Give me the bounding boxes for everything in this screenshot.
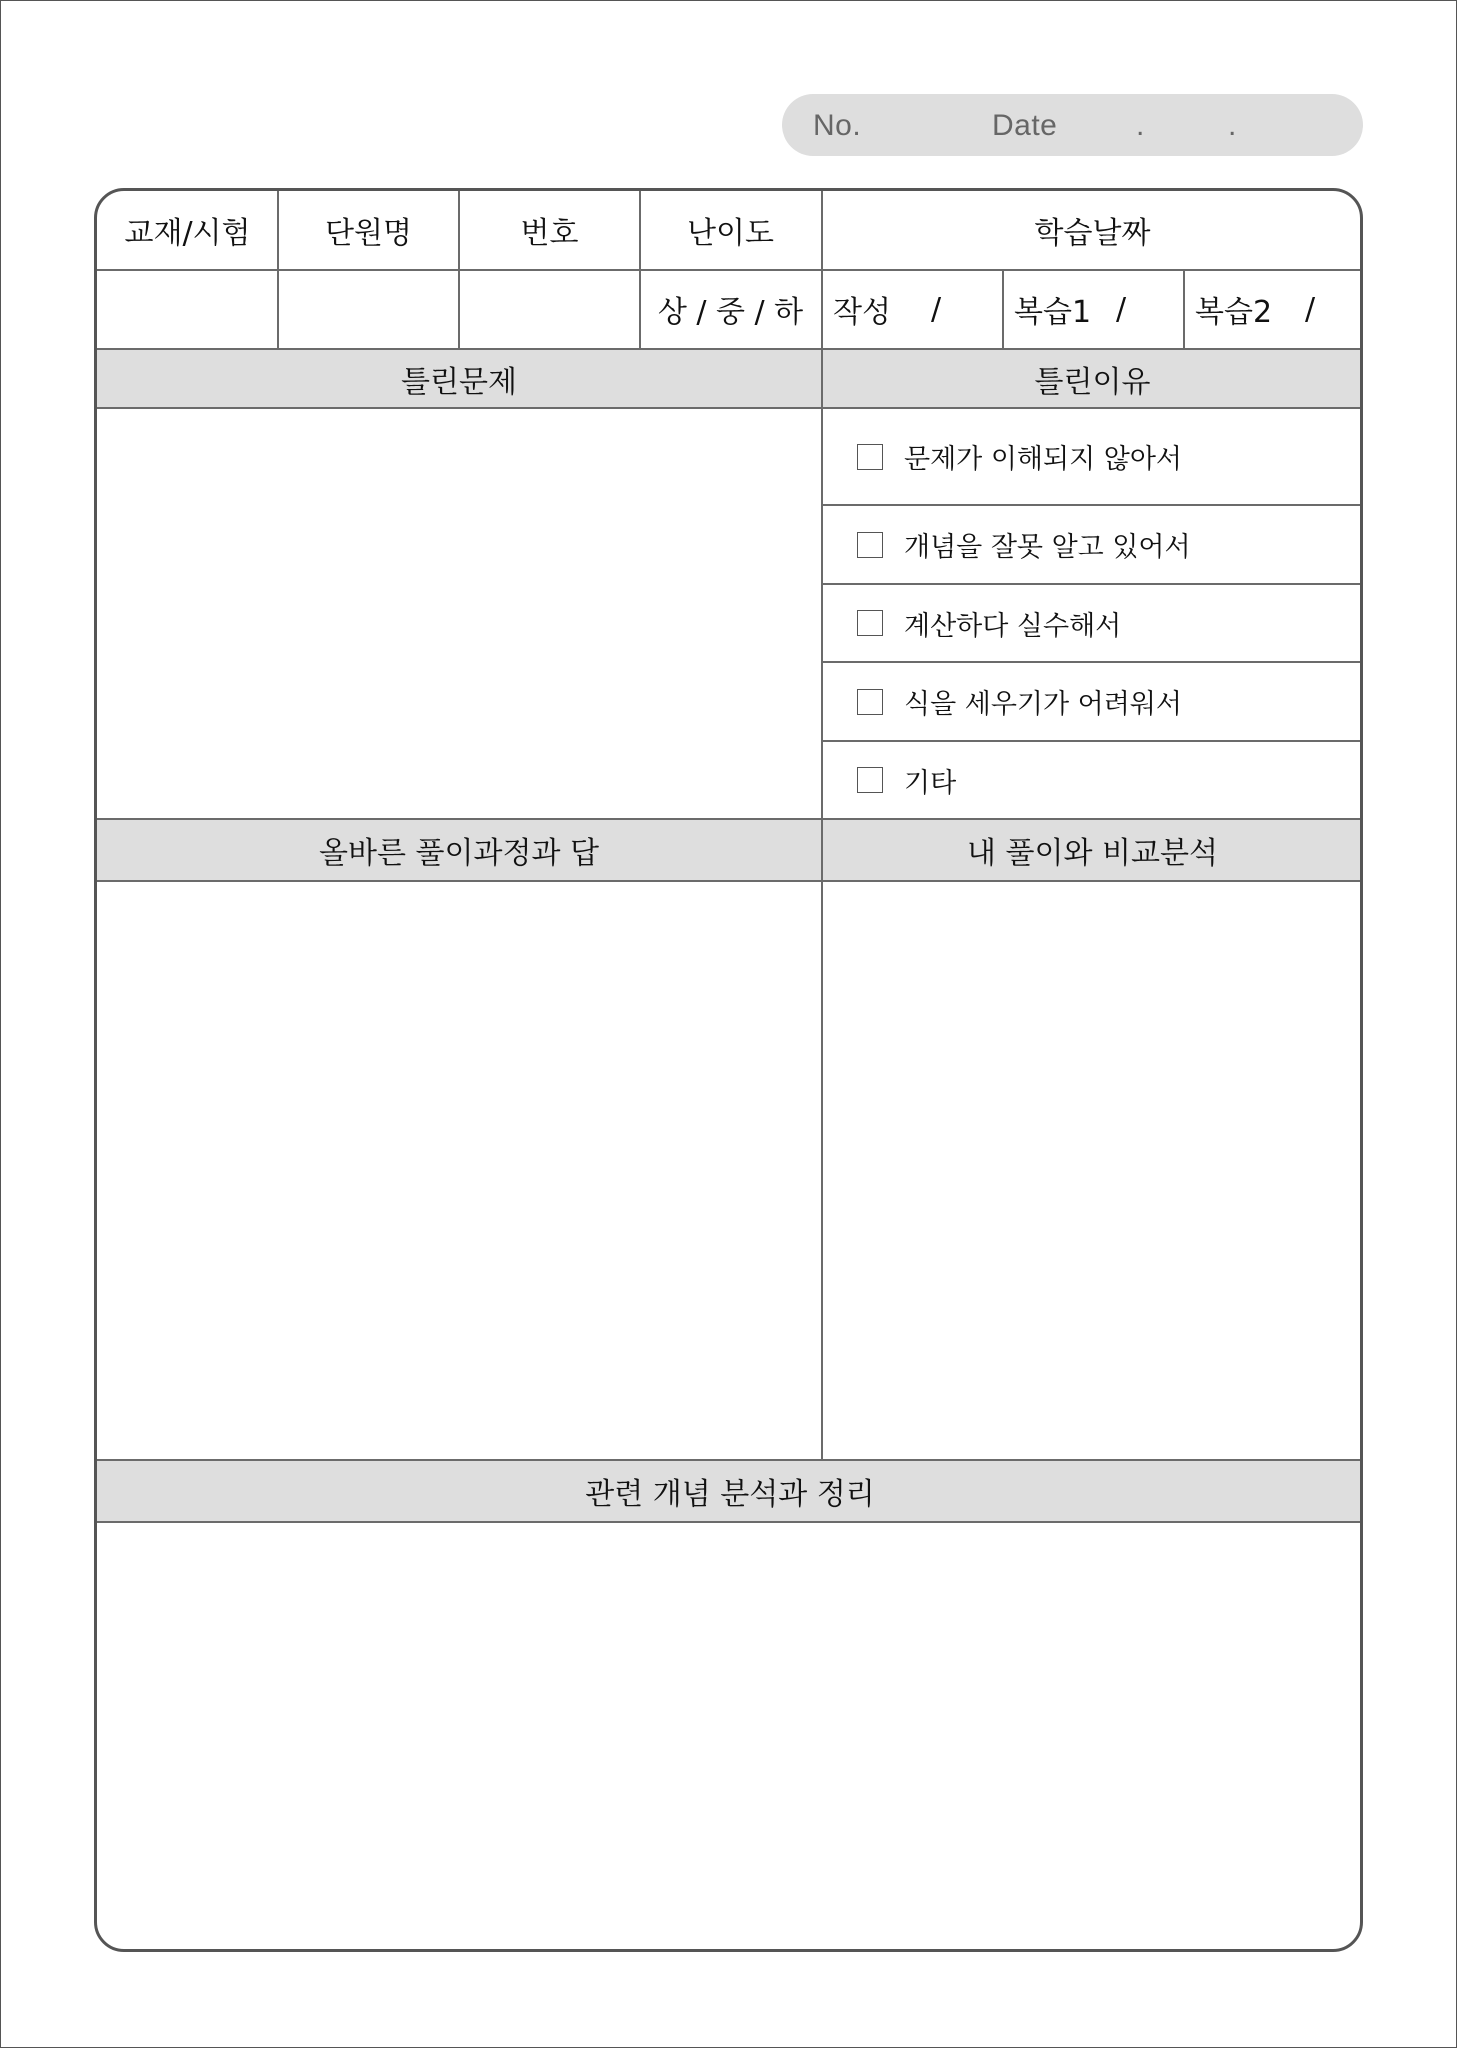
checkbox[interactable] (857, 444, 883, 470)
date-separator: . (1228, 109, 1237, 142)
col-header-unit: 단원명 (325, 216, 412, 251)
reason-label: 문제가 이해되지 않아서 (904, 444, 1182, 475)
no-date-header (782, 94, 1363, 156)
checkbox[interactable] (857, 689, 883, 715)
difficulty-options[interactable]: 상 / 중 / 하 (657, 295, 804, 330)
checkbox[interactable] (857, 767, 883, 793)
reason-label: 기타 (904, 767, 957, 799)
col-header-number: 번호 (520, 216, 579, 251)
reason-label: 계산하다 실수해서 (904, 610, 1122, 642)
date-label: Date (992, 109, 1058, 142)
col-header-difficulty: 난이도 (687, 216, 774, 251)
unit-input-area[interactable] (279, 271, 458, 348)
date-review-2-separator: / (1305, 291, 1316, 327)
reason-option[interactable] (822, 663, 1363, 740)
wrong-problem-area[interactable] (97, 409, 821, 818)
checkbox[interactable] (857, 532, 883, 558)
reason-label: 개념을 잘못 알고 있어서 (904, 532, 1191, 563)
no-label: No. (813, 109, 862, 142)
reason-option[interactable] (822, 409, 1363, 504)
checkbox[interactable] (857, 610, 883, 636)
number-input-area[interactable] (460, 271, 639, 348)
date-review-2[interactable] (1195, 270, 1363, 348)
textbook-input-area[interactable] (97, 271, 277, 348)
divider (1183, 269, 1185, 349)
col-header-study-date: 학습날짜 (1034, 216, 1151, 251)
date-review-1[interactable] (1014, 270, 1182, 348)
date-separator: . (1136, 109, 1145, 142)
divider (1002, 269, 1004, 349)
date-review-1-label: 복습1 (1014, 295, 1092, 330)
concept-summary-heading: 관련 개념 분석과 정리 (585, 1477, 875, 1512)
date-written-separator: / (931, 291, 942, 327)
correct-solution-heading: 올바른 풀이과정과 답 (319, 836, 599, 871)
date-review-2-label: 복습2 (1195, 295, 1273, 330)
wrong-reason-heading: 틀린이유 (1034, 364, 1151, 400)
reason-option[interactable] (822, 585, 1363, 661)
col-header-textbook: 교재/시험 (124, 216, 251, 251)
my-solution-compare-heading: 내 풀이와 비교분석 (967, 836, 1218, 871)
my-solution-compare-area[interactable] (823, 882, 1363, 1459)
wrong-answer-note-sheet (94, 188, 1363, 1952)
reason-label: 식을 세우기가 어려워서 (904, 689, 1182, 720)
date-review-1-separator: / (1116, 291, 1127, 327)
wrong-problem-heading: 틀린문제 (401, 364, 517, 400)
date-written-label: 작성 (833, 295, 891, 330)
date-written[interactable] (833, 270, 1001, 348)
concept-summary-area[interactable] (97, 1523, 1363, 1949)
reason-option[interactable] (822, 742, 1363, 818)
reason-option[interactable] (822, 506, 1363, 583)
correct-solution-area[interactable] (97, 882, 821, 1459)
